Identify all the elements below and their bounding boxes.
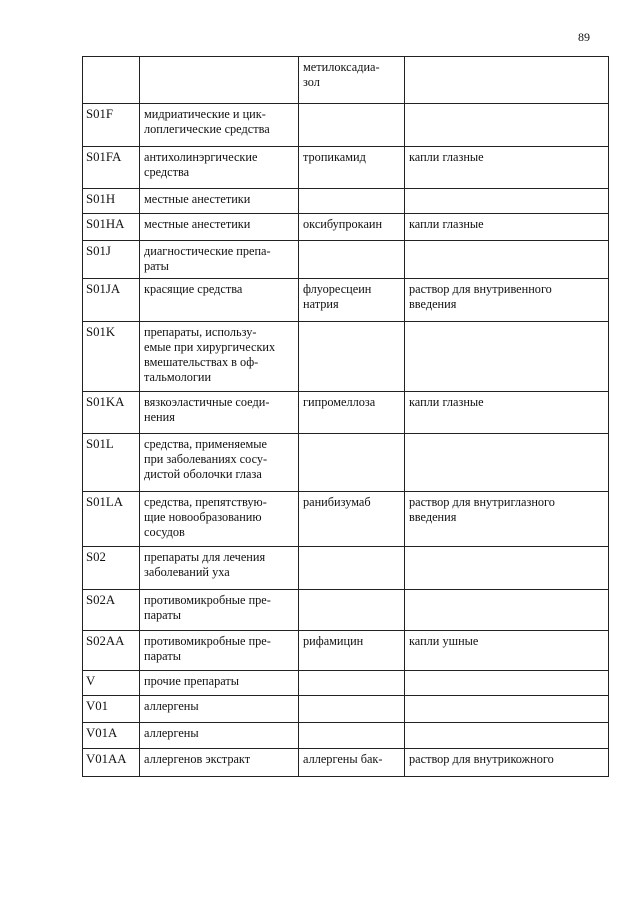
code-cell: V (83, 671, 140, 696)
form-cell: капли глазные (405, 392, 609, 434)
code-cell: S01H (83, 189, 140, 214)
table-row (83, 434, 609, 492)
group-cell: средства, препятствую- щие новообразованию сосудов (140, 492, 299, 547)
code-cell: S01FA (83, 147, 140, 189)
group-cell: антихолинэргические средства (140, 147, 299, 189)
page-number: 89 (578, 30, 590, 44)
form-cell: раствор для внутрикожного (405, 749, 609, 777)
group-cell: аллергены (140, 723, 299, 749)
drug-cell (299, 696, 405, 723)
table-row (83, 631, 609, 671)
group-cell: препараты, использу- емые при хирургических вмешательствах в оф- тальмологии (140, 322, 299, 392)
form-cell: капли глазные (405, 214, 609, 241)
group-cell: красящие средства (140, 279, 299, 322)
code-cell: S01F (83, 104, 140, 147)
table-row (83, 214, 609, 241)
group-cell (140, 57, 299, 104)
code-cell: S01LA (83, 492, 140, 547)
code-cell: S01L (83, 434, 140, 492)
table-row (83, 749, 609, 777)
table-row (83, 392, 609, 434)
form-cell (405, 57, 609, 104)
drug-cell: тропикамид (299, 147, 405, 189)
drug-cell: метилоксадиа- зол (299, 57, 405, 104)
form-cell (405, 547, 609, 590)
form-cell (405, 241, 609, 279)
drug-cell (299, 547, 405, 590)
group-cell: местные анестетики (140, 214, 299, 241)
drug-cell (299, 671, 405, 696)
table-row (83, 241, 609, 279)
drug-cell: флуоресцеин натрия (299, 279, 405, 322)
code-cell (83, 57, 140, 104)
form-cell (405, 723, 609, 749)
form-cell (405, 434, 609, 492)
table-row (83, 590, 609, 631)
group-cell: диагностические препа- раты (140, 241, 299, 279)
code-cell: S02A (83, 590, 140, 631)
table-row (83, 322, 609, 392)
table-row (83, 189, 609, 214)
table-row (83, 671, 609, 696)
drug-cell: ранибизумаб (299, 492, 405, 547)
drug-cell (299, 322, 405, 392)
drug-cell (299, 241, 405, 279)
code-cell: S01KA (83, 392, 140, 434)
table-row (83, 492, 609, 547)
group-cell: противомикробные пре- параты (140, 631, 299, 671)
table-row (83, 723, 609, 749)
table-body (83, 57, 609, 777)
code-cell: S01JA (83, 279, 140, 322)
group-cell: препараты для лечения заболеваний уха (140, 547, 299, 590)
group-cell: вязкоэластичные соеди- нения (140, 392, 299, 434)
drug-cell: рифамицин (299, 631, 405, 671)
form-cell: капли ушные (405, 631, 609, 671)
group-cell: прочие препараты (140, 671, 299, 696)
table-row (83, 147, 609, 189)
drug-cell (299, 434, 405, 492)
drug-cell: оксибупрокаин (299, 214, 405, 241)
drug-cell (299, 590, 405, 631)
table-row (83, 104, 609, 147)
code-cell: S01J (83, 241, 140, 279)
group-cell: аллергенов экстракт (140, 749, 299, 777)
drug-cell: аллергены бак- (299, 749, 405, 777)
group-cell: аллергены (140, 696, 299, 723)
form-cell: раствор для внутриглазного введения (405, 492, 609, 547)
group-cell: противомикробные пре- параты (140, 590, 299, 631)
drug-classification-table (82, 56, 609, 777)
code-cell: V01AA (83, 749, 140, 777)
form-cell (405, 104, 609, 147)
form-cell (405, 696, 609, 723)
table-row (83, 57, 609, 104)
code-cell: S01HA (83, 214, 140, 241)
form-cell (405, 322, 609, 392)
drug-cell: гипромеллоза (299, 392, 405, 434)
group-cell: средства, применяемые при заболеваниях сосу- дистой оболочки глаза (140, 434, 299, 492)
table-row (83, 547, 609, 590)
code-cell: S02AA (83, 631, 140, 671)
form-cell (405, 671, 609, 696)
group-cell: мидриатические и цик- лоплегические средства (140, 104, 299, 147)
form-cell: капли глазные (405, 147, 609, 189)
drug-cell (299, 723, 405, 749)
form-cell (405, 189, 609, 214)
group-cell: местные анестетики (140, 189, 299, 214)
table-row (83, 279, 609, 322)
code-cell: V01A (83, 723, 140, 749)
code-cell: V01 (83, 696, 140, 723)
drug-cell (299, 189, 405, 214)
table-row (83, 696, 609, 723)
form-cell (405, 590, 609, 631)
form-cell: раствор для внутривенного введения (405, 279, 609, 322)
code-cell: S02 (83, 547, 140, 590)
drug-cell (299, 104, 405, 147)
code-cell: S01K (83, 322, 140, 392)
